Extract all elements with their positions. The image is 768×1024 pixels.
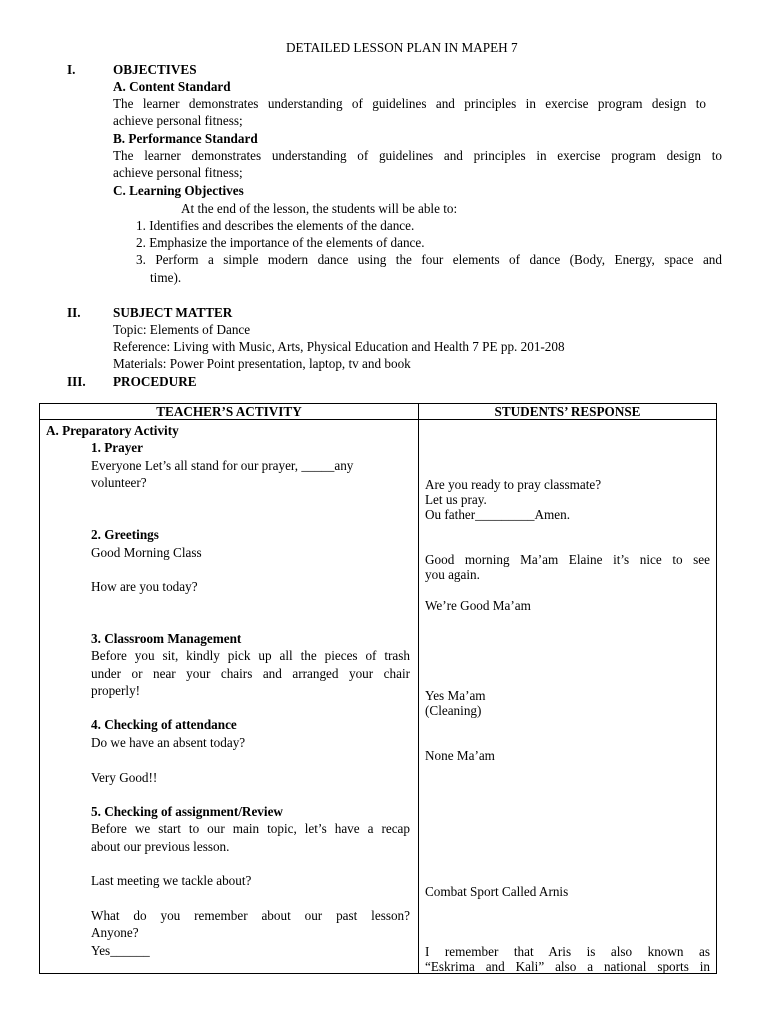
subject-reference: Reference: Living with Music, Arts, Physical Education and Health 7 PE pp. 201-208 — [113, 339, 565, 354]
student-response-line: None Ma’am — [425, 748, 495, 763]
performance-standard-text-line1: The learner demonstrates understanding of guidelines and principles in exercise program design to — [113, 148, 722, 163]
classroom-management-text-line: Before you sit, kindly pick up all the pieces of trash — [91, 648, 410, 663]
assignment-review-text-line: Last meeting we tackle about? — [91, 873, 252, 888]
attendance-text: Very Good!! — [91, 770, 158, 785]
learning-objective-item: 2. Emphasize the importance of the elements of dance. — [136, 235, 425, 250]
classroom-management-text-line: properly! — [91, 683, 141, 698]
prayer-heading: 1. Prayer — [91, 440, 143, 455]
student-response-line: Are you ready to pray classmate? — [425, 477, 602, 492]
performance-standard-heading: B. Performance Standard — [113, 131, 258, 146]
preparatory-activity-heading: A. Preparatory Activity — [46, 423, 179, 438]
classroom-management-heading: 3. Classroom Management — [91, 631, 242, 646]
performance-standard-text-line2: achieve personal fitness; — [113, 165, 243, 180]
learning-objective-item: time). — [150, 270, 182, 285]
prayer-text-line: volunteer? — [91, 475, 147, 490]
learning-objectives-intro: At the end of the lesson, the students will be able to: — [181, 201, 458, 216]
subject-matter-numeral: II. — [67, 305, 81, 320]
procedure-numeral: III. — [67, 374, 86, 389]
student-response-line: Good morning Ma’am Elaine it’s nice to see — [425, 552, 710, 567]
students-response-header: STUDENTS’ RESPONSE — [419, 404, 717, 420]
document-title: DETAILED LESSON PLAN IN MAPEH 7 — [286, 40, 518, 55]
content-standard-text-line1: The learner demonstrates understanding of guidelines and principles in exercise program design to — [113, 96, 706, 111]
subject-matter-heading: SUBJECT MATTER — [113, 305, 233, 320]
content-standard-text-line2: achieve personal fitness; — [113, 113, 243, 128]
student-response-line: I remember that Aris is also known as — [425, 944, 710, 959]
greetings-text: How are you today? — [91, 579, 198, 594]
learning-objective-item: 3. Perform a simple modern dance using the four elements of dance (Body, Energy, space and — [136, 252, 722, 267]
students-response-cell — [419, 420, 717, 974]
student-response-line: Ou father_________Amen. — [425, 507, 571, 522]
learning-objective-item: 1. Identifies and describes the elements of the dance. — [136, 218, 415, 233]
objectives-heading: OBJECTIVES — [113, 62, 197, 77]
prayer-text-line: Everyone Let’s all stand for our prayer, _____any — [91, 458, 354, 473]
student-response-line: Combat Sport Called Arnis — [425, 884, 569, 899]
greetings-text: Good Morning Class — [91, 545, 202, 560]
classroom-management-text-line: under or near your chairs and arranged your chair — [91, 666, 410, 681]
objectives-numeral: I. — [67, 62, 76, 77]
assignment-review-text-line: What do you remember about our past lesson? — [91, 908, 410, 923]
procedure-table — [39, 403, 717, 974]
greetings-heading: 2. Greetings — [91, 527, 159, 542]
student-response-line: Let us pray. — [425, 492, 487, 507]
assignment-review-text-line: Before we start to our main topic, let’s have a recap — [91, 821, 410, 836]
student-response-line: Yes Ma’am — [425, 688, 486, 703]
student-response-line: you again. — [425, 567, 480, 582]
assignment-review-text-line: Anyone? — [91, 925, 139, 940]
procedure-heading: PROCEDURE — [113, 374, 197, 389]
subject-topic: Topic: Elements of Dance — [113, 322, 251, 337]
assignment-review-heading: 5. Checking of assignment/Review — [91, 804, 283, 819]
attendance-text: Do we have an absent today? — [91, 735, 246, 750]
learning-objectives-heading: C. Learning Objectives — [113, 183, 244, 198]
student-response-line: We’re Good Ma’am — [425, 598, 531, 613]
teacher-activity-header: TEACHER’S ACTIVITY — [40, 404, 419, 420]
student-response-line: “Eskrima and Kali” also a national sports in — [425, 959, 710, 974]
attendance-heading: 4. Checking of attendance — [91, 717, 237, 732]
subject-materials: Materials: Power Point presentation, laptop, tv and book — [113, 356, 411, 371]
assignment-review-text-line: about our previous lesson. — [91, 839, 230, 854]
content-standard-heading: A. Content Standard — [113, 79, 231, 94]
student-response-line: (Cleaning) — [425, 703, 482, 718]
assignment-review-text-line: Yes______ — [91, 943, 150, 958]
teacher-activity-cell — [40, 420, 419, 974]
